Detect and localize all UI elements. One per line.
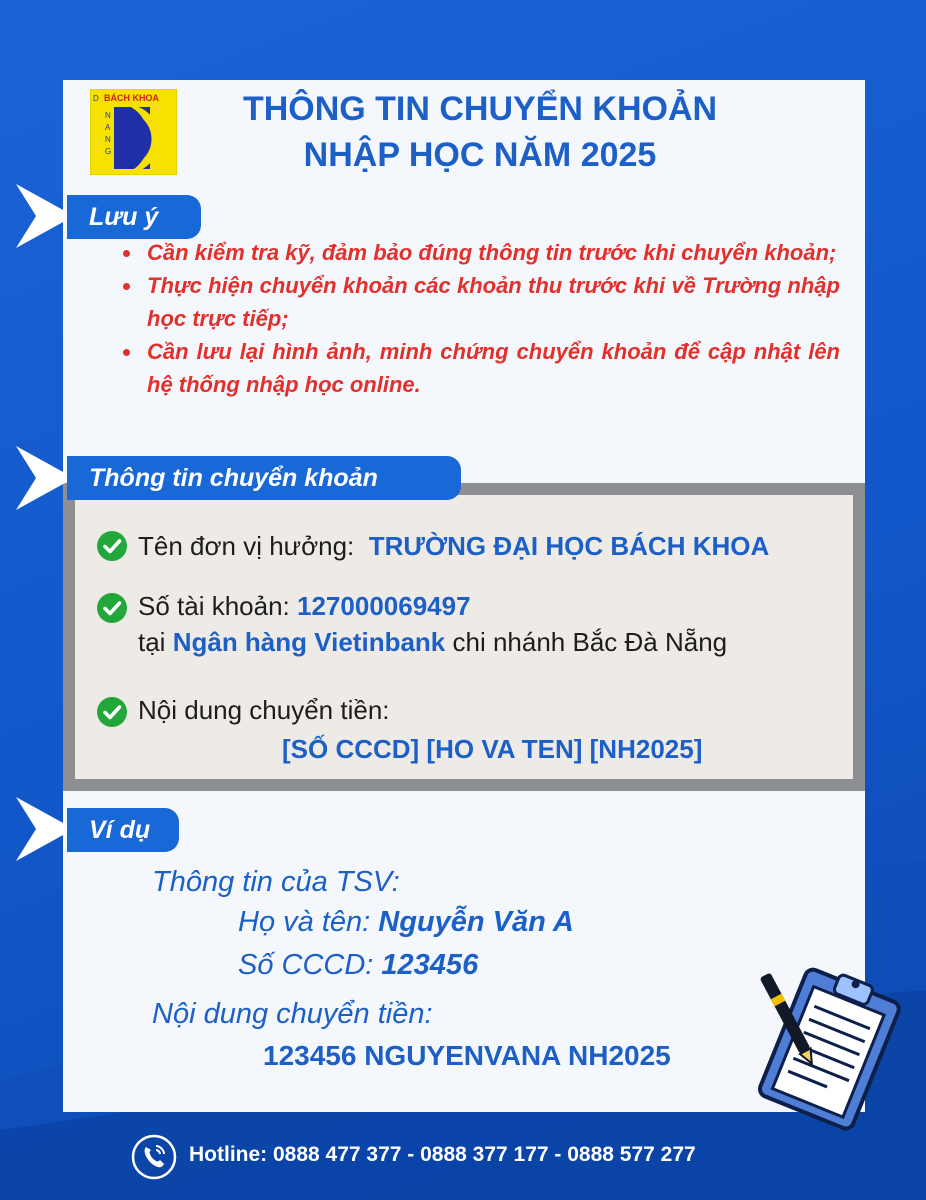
beneficiary-label: Tên đơn vị hưởng: xyxy=(138,531,355,561)
check-circle-icon xyxy=(96,530,128,562)
example-id-value: 123456 xyxy=(381,949,479,981)
note-item: Thực hiện chuyển khoản các khoản thu trước khi về Trường nhập học trực tiếp; xyxy=(120,269,840,335)
title-line-1: THÔNG TIN CHUYỂN KHOẢN xyxy=(242,90,718,128)
svg-text:A: A xyxy=(105,123,111,132)
svg-text:D: D xyxy=(93,94,99,103)
hotline-text: Hotline: 0888 477 377 - 0888 377 177 - 0888 577 277 xyxy=(189,1143,696,1166)
account-label: Số tài khoản: xyxy=(138,591,290,621)
title-line-2: NHẬP HỌC NĂM 2025 xyxy=(303,136,657,174)
check-circle-icon xyxy=(96,696,128,728)
svg-text:N: N xyxy=(105,135,111,144)
example-content-label: Nội dung chuyển tiền: xyxy=(152,998,433,1030)
check-circle-icon xyxy=(96,592,128,624)
beneficiary-value: TRƯỜNG ĐẠI HỌC BÁCH KHOA xyxy=(368,531,770,561)
note-section-label: Lưu ý xyxy=(67,195,201,239)
svg-text:G: G xyxy=(105,147,112,156)
bank-prefix: tại xyxy=(138,627,166,657)
content-format: [SỐ CCCD] [HO VA TEN] [NH2025] xyxy=(282,734,703,764)
bank-branch: chi nhánh Bắc Đà Nẵng xyxy=(452,627,728,657)
bank-row xyxy=(138,626,727,658)
phone-icon xyxy=(131,1134,177,1180)
note-item: Cần lưu lại hình ảnh, minh chứng chuyển khoản để cập nhật lên hệ thống nhập học online. xyxy=(120,335,840,401)
account-row xyxy=(138,590,471,622)
note-list xyxy=(120,236,840,401)
beneficiary-row xyxy=(138,530,769,562)
chevron-right-icon xyxy=(16,446,74,510)
example-id-row xyxy=(238,947,478,983)
svg-text:N: N xyxy=(105,111,111,120)
student-info-label: Thông tin của TSV: xyxy=(152,866,400,898)
example-section-label: Ví dụ xyxy=(67,808,179,852)
example-name-value: Nguyễn Văn A xyxy=(378,906,574,938)
chevron-right-icon xyxy=(16,797,74,861)
page-title xyxy=(180,86,780,178)
school-logo xyxy=(90,89,177,175)
chevron-right-icon xyxy=(16,184,74,248)
example-name-row xyxy=(238,904,574,940)
svg-text:BÁCH KHOA: BÁCH KHOA xyxy=(104,93,159,103)
example-id-label: Số CCCD: xyxy=(238,949,374,981)
example-name-label: Họ và tên: xyxy=(238,906,371,938)
example-content-value: 123456 NGUYENVANA NH2025 xyxy=(263,1040,671,1071)
bank-name: Ngân hàng Vietinbank xyxy=(172,627,446,657)
transfer-section-label: Thông tin chuyển khoản xyxy=(67,456,461,500)
content-label: Nội dung chuyển tiền: xyxy=(138,695,390,725)
clipboard-pen-icon xyxy=(742,962,912,1132)
account-number: 127000069497 xyxy=(297,591,471,621)
note-item: Cần kiểm tra kỹ, đảm bảo đúng thông tin trước khi chuyển khoản; xyxy=(120,236,840,269)
